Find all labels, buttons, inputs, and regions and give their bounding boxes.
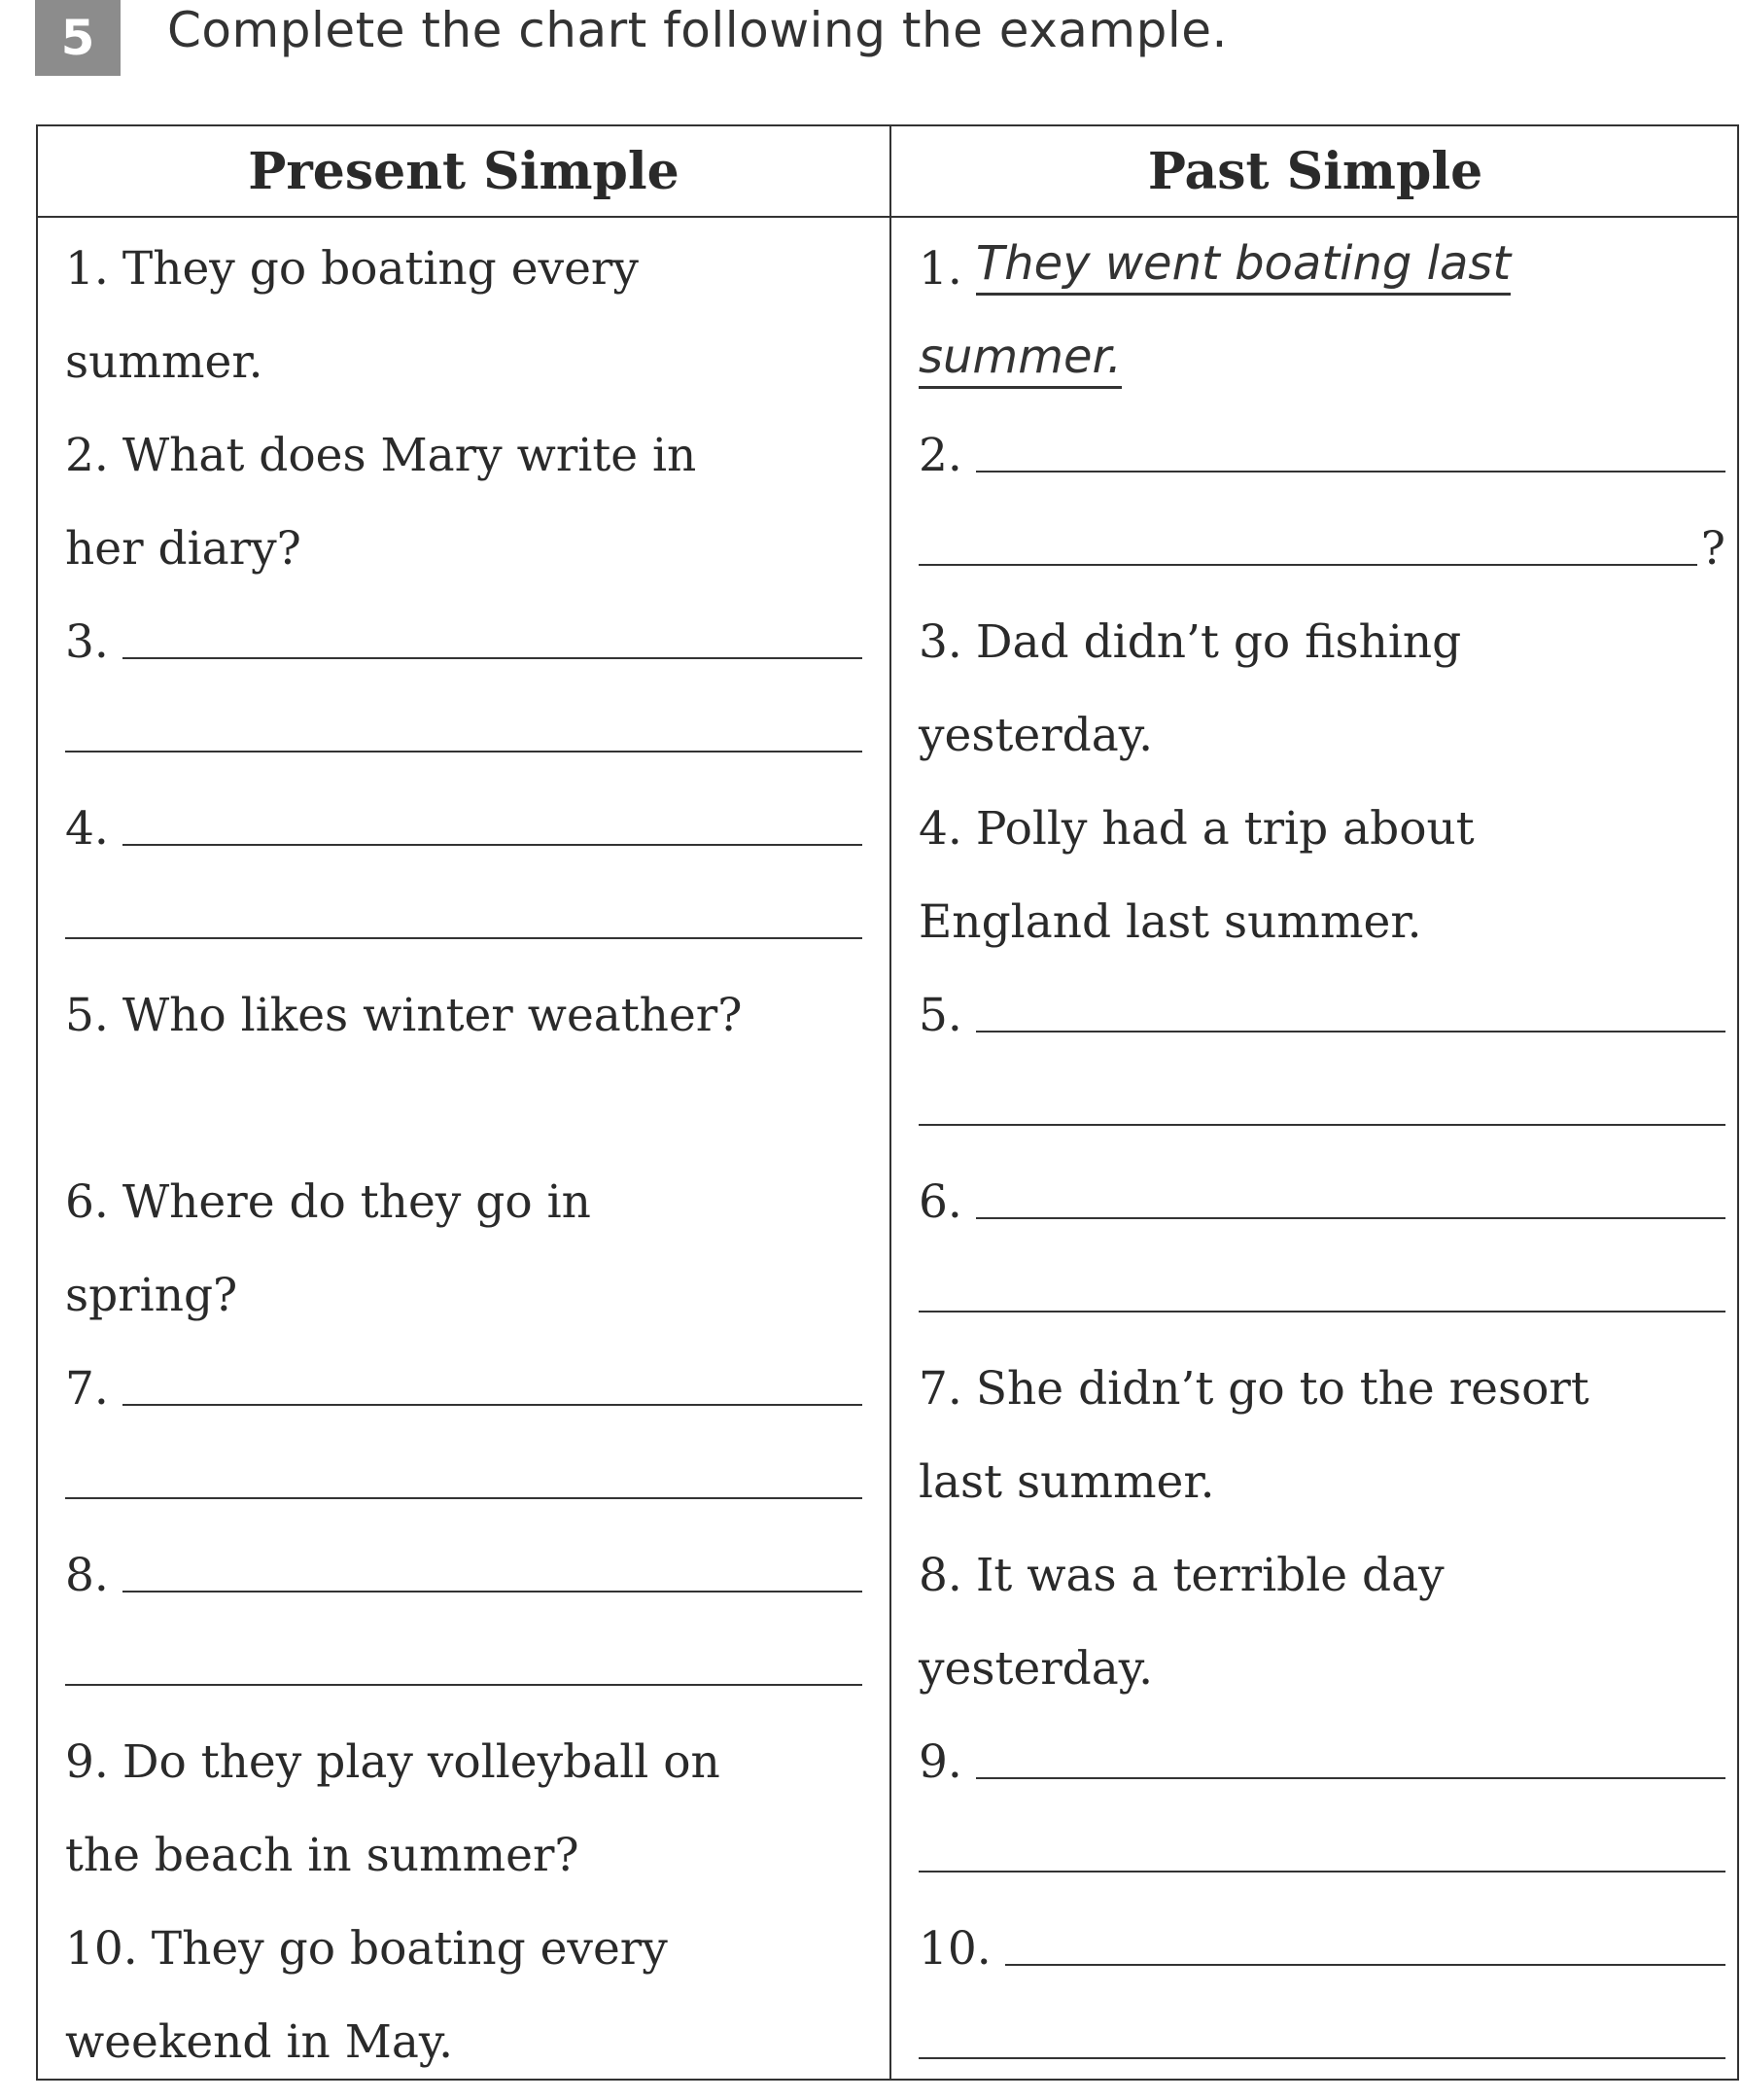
item-number: 10. xyxy=(65,1922,138,1976)
item-number: 6. xyxy=(919,1175,962,1229)
table-row-line xyxy=(65,962,862,1056)
sentence-text: yesterday. xyxy=(919,1642,1154,1696)
answer-blank-input[interactable] xyxy=(976,471,1725,472)
item-number: 1. xyxy=(919,242,962,296)
sentence-text: last summer. xyxy=(919,1455,1215,1509)
item-number: 7. xyxy=(919,1362,962,1416)
table-row-line xyxy=(65,309,862,402)
table-row-line xyxy=(65,1336,862,1429)
answer-blank-input[interactable] xyxy=(976,1217,1725,1219)
table-row-line xyxy=(919,1709,1725,1802)
sentence-text: It was a terrible day xyxy=(975,1549,1445,1602)
question-mark: ? xyxy=(1700,522,1725,576)
table-row-line xyxy=(65,1056,862,1149)
sentence-text: England last summer. xyxy=(919,895,1422,949)
item-number: 1. xyxy=(65,242,109,296)
item-number: 2. xyxy=(919,429,962,482)
sentence-text: weekend in May. xyxy=(65,2015,454,2069)
sentence-text: her diary? xyxy=(65,522,301,576)
column-divider xyxy=(889,126,891,2079)
table-row-line xyxy=(65,869,862,962)
table-row-line xyxy=(919,496,1725,589)
header-present-simple: Present Simple xyxy=(248,141,679,201)
table-row-line xyxy=(65,589,862,682)
table-row-line xyxy=(65,1429,862,1522)
answer-blank-input[interactable] xyxy=(919,1871,1725,1872)
answer-blank-input[interactable] xyxy=(919,1124,1725,1126)
item-number: 5. xyxy=(919,989,962,1042)
table-row-line xyxy=(919,589,1725,682)
item-number: 4. xyxy=(919,802,962,856)
item-number: 4. xyxy=(65,802,109,856)
sentence-text: Polly had a trip about xyxy=(975,802,1475,856)
table-row-line xyxy=(65,216,862,309)
item-number: 10. xyxy=(919,1922,992,1976)
answer-blank-input[interactable] xyxy=(976,1031,1725,1032)
answer-blank-input[interactable] xyxy=(65,1684,862,1686)
table-row-line xyxy=(65,1242,862,1336)
past-simple-column xyxy=(919,216,1725,2082)
answer-blank-input[interactable] xyxy=(122,657,862,659)
sentence-text: Do they play volleyball on xyxy=(122,1735,720,1789)
table-row-line xyxy=(919,1056,1725,1149)
item-number: 5. xyxy=(65,989,109,1042)
table-row-line xyxy=(919,776,1725,869)
table-row-line xyxy=(65,1709,862,1802)
example-answer: They went boating last xyxy=(976,236,1511,296)
item-number: 9. xyxy=(65,1735,109,1789)
sentence-text: the beach in summer? xyxy=(65,1829,579,1882)
item-number: 6. xyxy=(65,1175,109,1229)
table-row-line xyxy=(919,1429,1725,1522)
table-row-line xyxy=(919,1802,1725,1896)
sentence-text: summer. xyxy=(65,335,263,389)
answer-blank-input[interactable] xyxy=(919,1311,1725,1312)
present-simple-column xyxy=(65,216,862,2082)
item-number: 2. xyxy=(65,429,109,482)
sentence-text: What does Mary write in xyxy=(122,429,697,482)
answer-blank-input[interactable] xyxy=(122,1591,862,1592)
answer-blank-input[interactable] xyxy=(65,937,862,939)
table-row-line xyxy=(65,1149,862,1242)
sentence-text: They go boating every xyxy=(122,242,639,296)
table-row-line xyxy=(919,216,1725,309)
table-row-line xyxy=(65,1989,862,2082)
answer-blank-input[interactable] xyxy=(65,1497,862,1499)
table-row-line xyxy=(65,682,862,776)
item-number: 9. xyxy=(919,1735,962,1789)
example-answer: summer. xyxy=(919,330,1122,389)
item-number: 8. xyxy=(65,1549,109,1602)
sentence-text: They go boating every xyxy=(151,1922,668,1976)
sentence-text: Dad didn’t go fishing xyxy=(975,615,1462,669)
table-row-line xyxy=(919,1896,1725,1989)
table-row-line xyxy=(919,1336,1725,1429)
table-row-line xyxy=(919,1989,1725,2082)
table-row-line xyxy=(919,962,1725,1056)
sentence-text: spring? xyxy=(65,1269,238,1322)
item-number: 3. xyxy=(65,615,109,669)
exercise-number-badge: 5 xyxy=(35,0,121,76)
answer-blank-input[interactable] xyxy=(122,1404,862,1406)
table-row-line xyxy=(65,402,862,496)
table-row-line xyxy=(919,1522,1725,1616)
answer-blank-input[interactable] xyxy=(919,2057,1725,2059)
item-number: 3. xyxy=(919,615,962,669)
table-row-line xyxy=(65,1802,862,1896)
table-row-line xyxy=(919,682,1725,776)
table-row-line xyxy=(65,1896,862,1989)
table-row-line xyxy=(919,402,1725,496)
answer-blank-input[interactable] xyxy=(65,751,862,752)
table-row-line xyxy=(65,1616,862,1709)
table-row-line xyxy=(65,776,862,869)
answer-blank-input[interactable] xyxy=(976,1777,1725,1779)
answer-blank-input[interactable] xyxy=(122,844,862,846)
sentence-text: She didn’t go to the resort xyxy=(975,1362,1589,1416)
table-row-line xyxy=(919,1616,1725,1709)
answer-blank-input[interactable] xyxy=(1005,1964,1725,1966)
item-number: 7. xyxy=(65,1362,109,1416)
sentence-text: yesterday. xyxy=(919,709,1154,762)
table-row-line xyxy=(65,496,862,589)
answer-blank-input[interactable] xyxy=(919,564,1697,566)
table-row-line xyxy=(919,869,1725,962)
exercise-instruction: Complete the chart following the example. xyxy=(167,2,1228,58)
sentence-text: Where do they go in xyxy=(122,1175,591,1229)
table-row-line xyxy=(919,1149,1725,1242)
sentence-text: Who likes winter weather? xyxy=(122,989,743,1042)
table-row-line xyxy=(919,309,1725,402)
table-row-line xyxy=(919,1242,1725,1336)
item-number: 8. xyxy=(919,1549,962,1602)
tense-chart-table xyxy=(36,124,1739,2081)
table-row-line xyxy=(65,1522,862,1616)
header-past-simple: Past Simple xyxy=(1147,141,1483,201)
